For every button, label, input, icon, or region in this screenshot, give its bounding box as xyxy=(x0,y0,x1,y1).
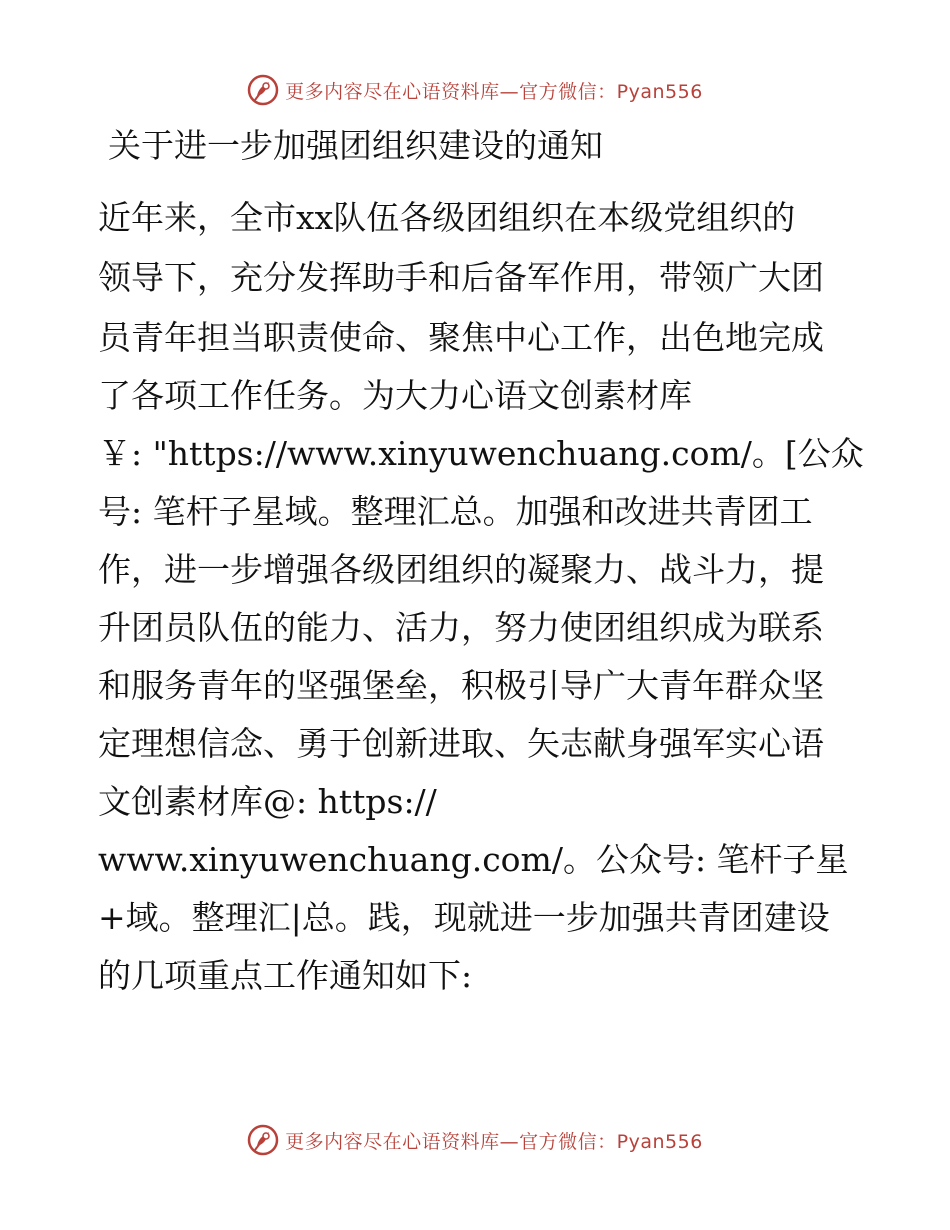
body-line: 号: 笔杆子星域。整理汇总。加强和改进共青团工 xyxy=(98,492,813,531)
body-line: 作，进一步增强各级团组织的凝聚力、战斗力，提 xyxy=(98,550,824,589)
body-line: 定理想信念、勇于创新进取、矢志献身强军实心语 xyxy=(98,724,824,763)
body-line: 了各项工作任务。为大力心语文创素材库 xyxy=(98,376,692,415)
body-line: ￥: "https://www.xinyuwenchuang.com/。[公众 xyxy=(98,434,864,473)
body-line: +域。整理汇|总。践，现就进一步加强共青团建设 xyxy=(98,898,830,937)
body-line: 员青年担当职责使命、聚焦中心工作，出色地完成 xyxy=(98,318,824,357)
body-line: 的几项重点工作通知如下: xyxy=(98,956,473,995)
banner-text: 更多内容尽在心语资料库—官方微信：Pyan556 xyxy=(285,80,703,103)
body-line: 和服务青年的坚强堡垒，积极引导广大青年群众坚 xyxy=(98,666,824,705)
footer-banner xyxy=(0,1120,950,1160)
rose-logo-icon xyxy=(247,1124,279,1156)
body-line: 近年来，全市xx队伍各级团组织在本级党组织的 xyxy=(98,198,796,237)
header-banner xyxy=(0,70,950,110)
body-line: 升团员队伍的能力、活力，努力使团组织成为联系 xyxy=(98,608,824,647)
body-line: www.xinyuwenchuang.com/。公众号: 笔杆子星 xyxy=(98,840,849,879)
document-title: 关于进一步加强团组织建设的通知 xyxy=(108,126,603,165)
body-line: 领导下，充分发挥助手和后备军作用，带领广大团 xyxy=(98,258,824,297)
rose-logo-icon xyxy=(247,74,279,106)
banner-text: 更多内容尽在心语资料库—官方微信：Pyan556 xyxy=(285,1130,703,1153)
body-line: 文创素材库@: https:// xyxy=(98,782,437,821)
